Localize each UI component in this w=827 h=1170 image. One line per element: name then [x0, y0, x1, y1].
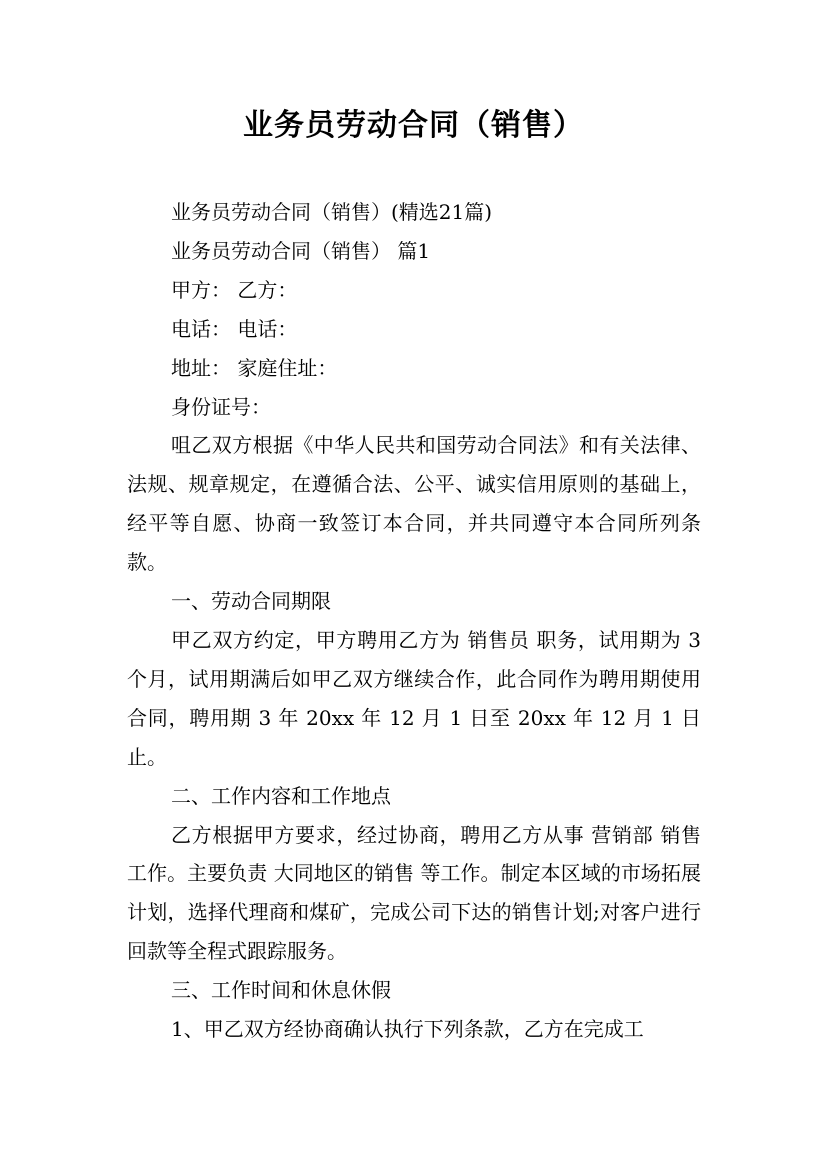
body-paragraph: 甲乙双方约定，甲方聘用乙方为 销售员 职务，试用期为 3 个月，试用期满后如甲乙双方继续合作，此合同作为聘用期使用合同，聘用期 3 年 20xx 年 12 月 1 日至 20xx 年 12 月 1 日止。	[127, 627, 701, 769]
clause-heading: 二、工作内容和工作地点	[171, 783, 391, 808]
party-line: 甲方： 乙方：	[171, 277, 298, 302]
phone-line: 电话： 电话：	[171, 316, 298, 341]
address-line: 地址： 家庭住址：	[171, 355, 338, 380]
body-paragraph: 咀乙双方根据《中华人民共和国劳动合同法》和有关法律、法规、规章规定，在遵循合法、公平、诚实信用原则的基础上，经平等自愿、协商一致签订本合同，并共同遵守本合同所列条款。	[127, 433, 701, 575]
id-number-line: 身份证号：	[171, 394, 271, 419]
clause-heading: 三、工作时间和休息休假	[171, 978, 391, 1003]
subtitle-line: 业务员劳动合同（销售）(精选21篇)	[171, 200, 493, 224]
document-title: 业务员劳动合同（销售）	[243, 108, 584, 143]
section-heading: 业务员劳动合同（销售） 篇1	[171, 238, 431, 263]
document-body	[127, 193, 701, 1049]
clause-heading: 一、劳动合同期限	[171, 589, 331, 614]
body-paragraph: 乙方根据甲方要求，经过协商，聘用乙方从事 营销部 销售工作。主要负责 大同地区的销售 等工作。制定本区域的市场拓展计划，选择代理商和煤矿，完成公司下达的销售计划;对客户进行回款等全程式跟踪服务。	[127, 822, 701, 964]
body-paragraph: 1、甲乙双方经协商确认执行下列条款，乙方在完成工	[171, 1017, 644, 1042]
